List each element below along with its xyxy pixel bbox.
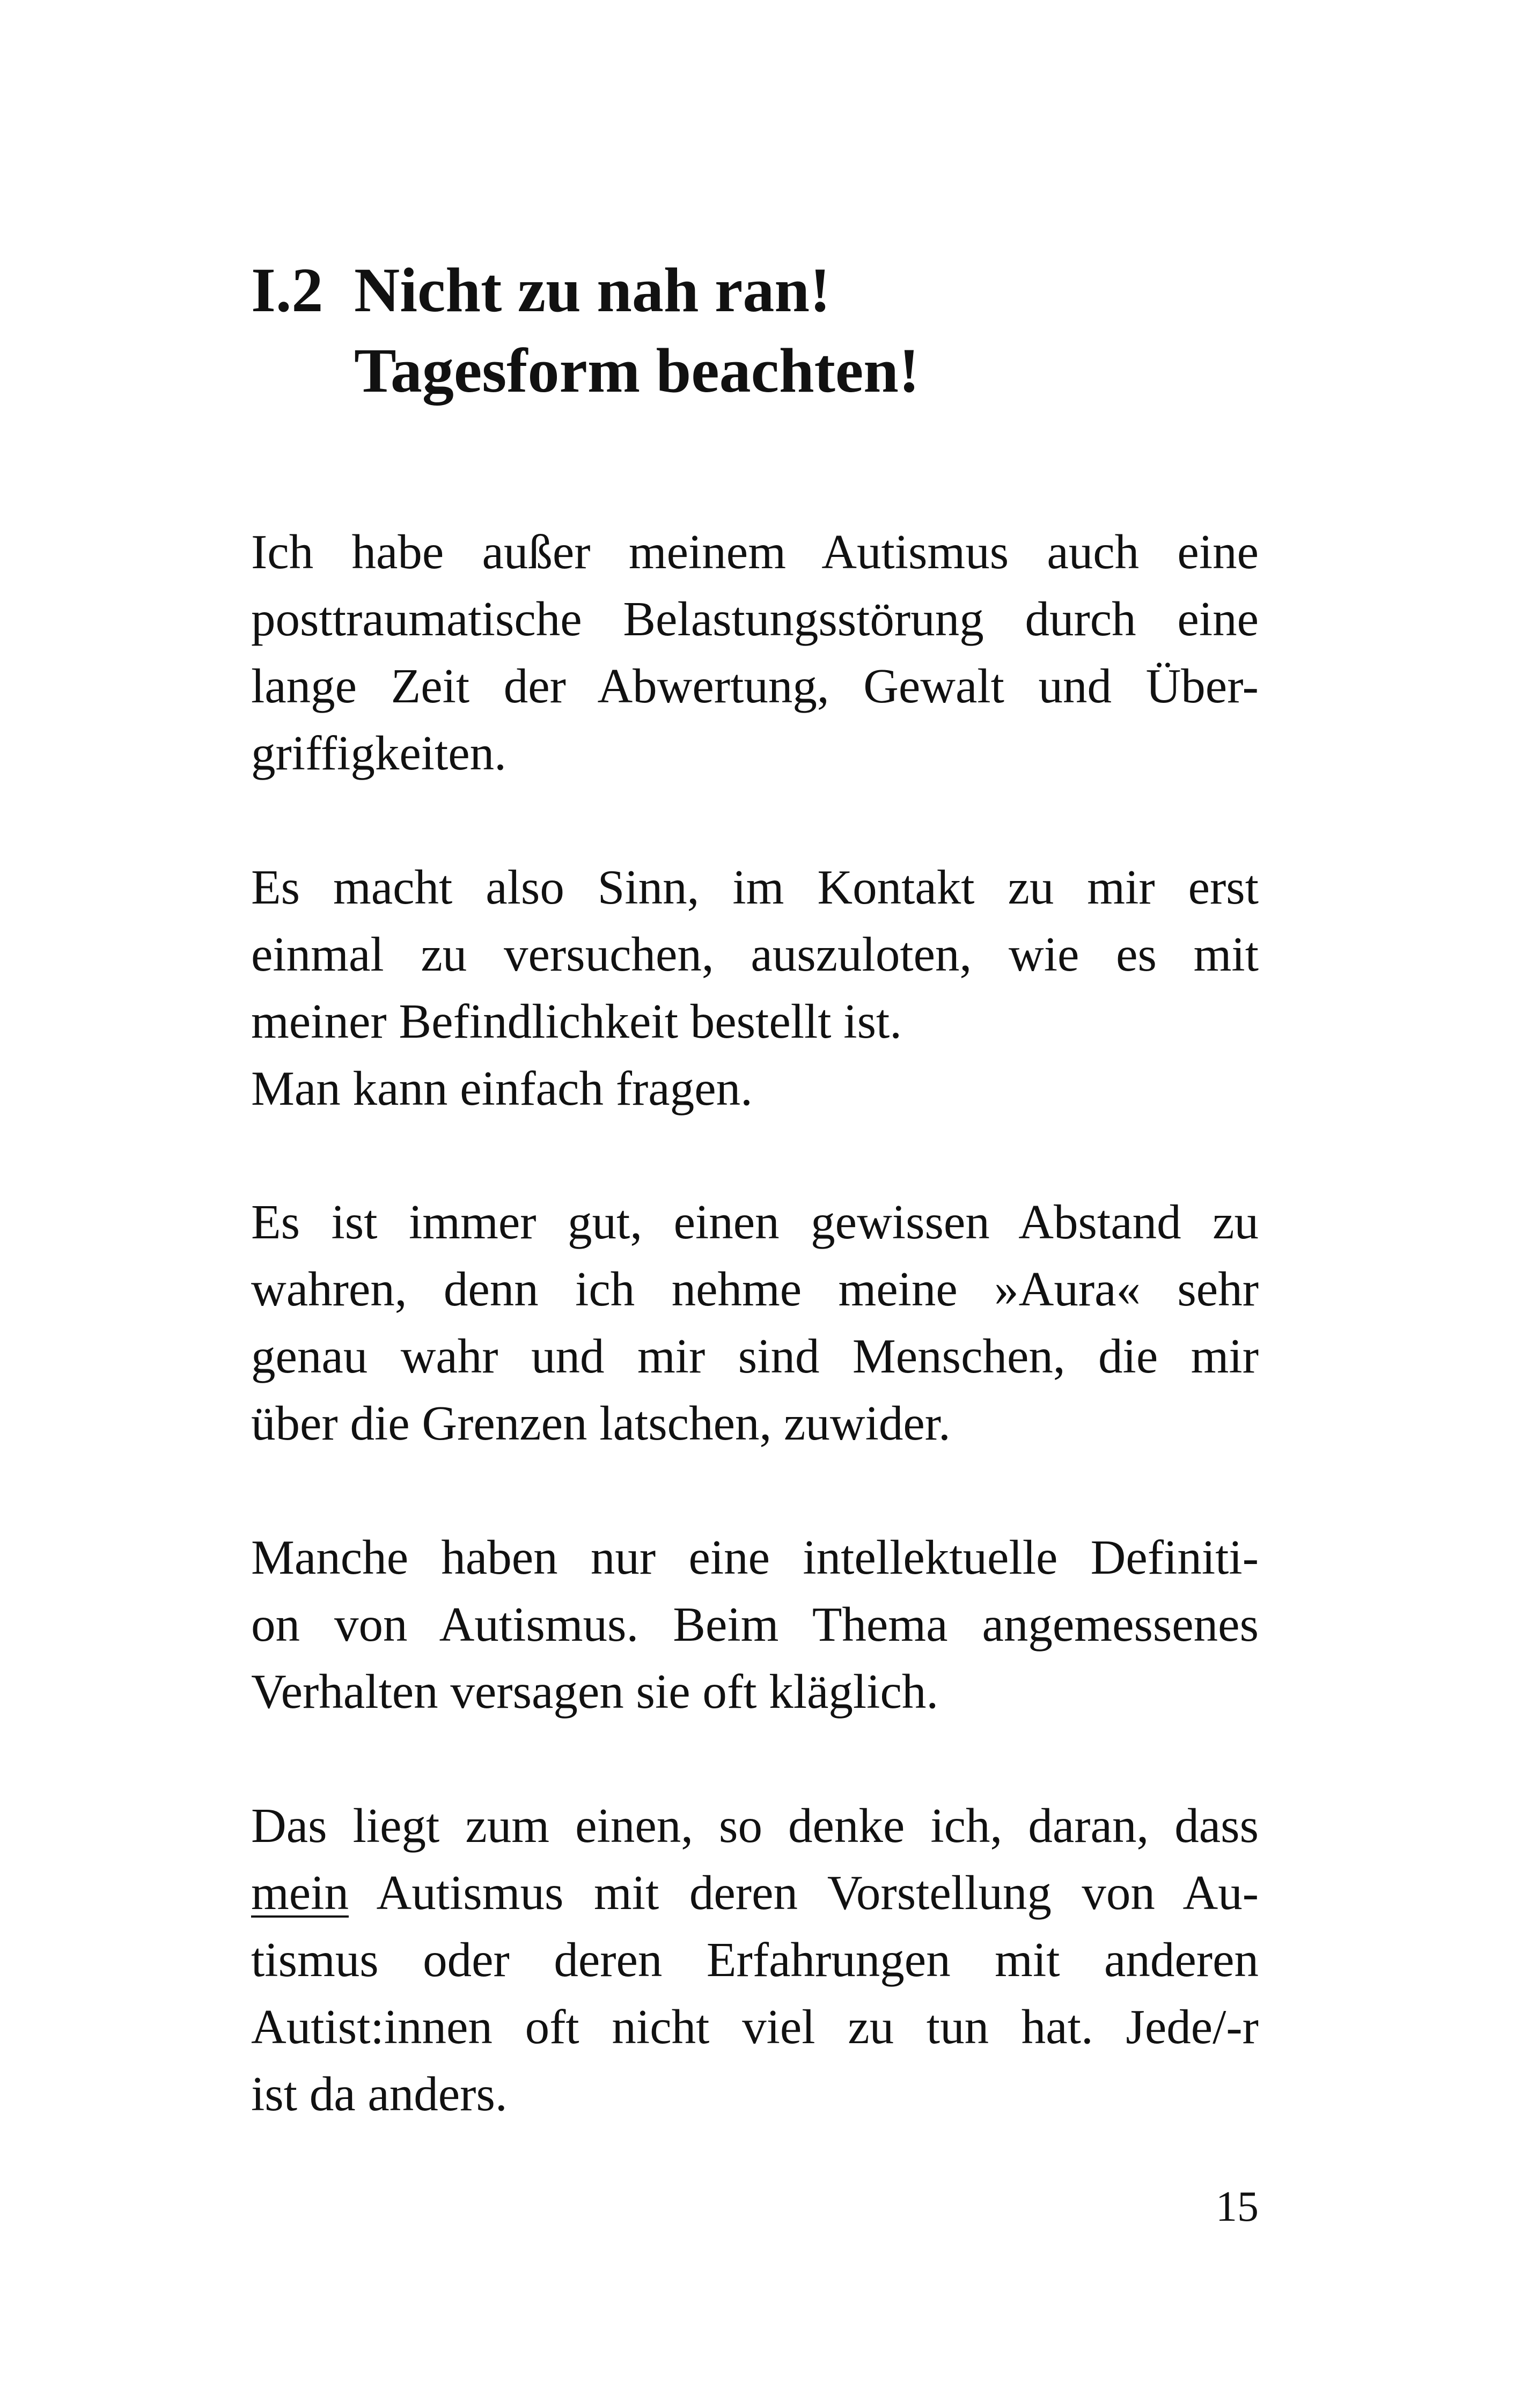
paragraph-line: Manche haben nur eine intellektuelle Definiti- [251, 1530, 1259, 1584]
paragraph-line: griffigkeiten. [251, 726, 506, 780]
paragraph-line: Verhalten versagen sie oft kläglich. [251, 1664, 939, 1719]
paragraph-line: über die Grenzen latschen, zuwider. [251, 1396, 951, 1450]
paragraph-3 [251, 1188, 1259, 1457]
paragraph-line: tismus oder deren Erfahrungen mit anderen [251, 1933, 1259, 1987]
paragraph-5 [251, 1792, 1259, 2127]
paragraph-line: Es macht also Sinn, im Kontakt zu mir erst [251, 860, 1259, 914]
paragraph-line: meiner Befindlichkeit bestellt ist. [251, 994, 902, 1048]
paragraph-line: Ich habe außer meinem Autismus auch eine [251, 525, 1259, 579]
paragraph-line: wahren, denn ich nehme meine »Aura« sehr [251, 1262, 1259, 1316]
paragraph-line: ist da anders. [251, 2067, 508, 2121]
paragraph-line: Das liegt zum einen, so denke ich, daran, dass [251, 1798, 1259, 1853]
emphasized-word: mein [251, 1866, 349, 1920]
paragraph-line-rest: Autismus mit deren Vorstellung von Au- [348, 1866, 1259, 1920]
paragraph-line [251, 1859, 1259, 1926]
paragraph-line: on von Autismus. Beim Thema angemessenes [251, 1597, 1259, 1651]
paragraph-line: posttraumatische Belastungsstörung durch eine [251, 592, 1259, 646]
paragraph-1 [251, 518, 1259, 787]
paragraph-line: Man kann einfach fragen. [251, 1061, 753, 1115]
chapter-title-line-1: Nicht zu nah ran! [354, 255, 831, 325]
paragraph-line: Autist:innen oft nicht viel zu tun hat. Jede/-r [251, 2000, 1259, 2054]
chapter-number: I.2 [251, 255, 324, 325]
chapter-title [354, 250, 920, 411]
paragraph-4 [251, 1524, 1259, 1725]
paragraph-line: Es ist immer gut, einen gewissen Abstand zu [251, 1195, 1259, 1249]
chapter-title-line-2: Tagesform beachten! [354, 335, 920, 406]
paragraph-line: genau wahr und mir sind Menschen, die mir [251, 1329, 1259, 1383]
paragraph-2 [251, 854, 1259, 1122]
page-number: 15 [1216, 2183, 1259, 2230]
paragraph-line: einmal zu versuchen, auszuloten, wie es mit [251, 927, 1259, 981]
paragraph-line: lange Zeit der Abwertung, Gewalt und Über- [251, 659, 1259, 713]
